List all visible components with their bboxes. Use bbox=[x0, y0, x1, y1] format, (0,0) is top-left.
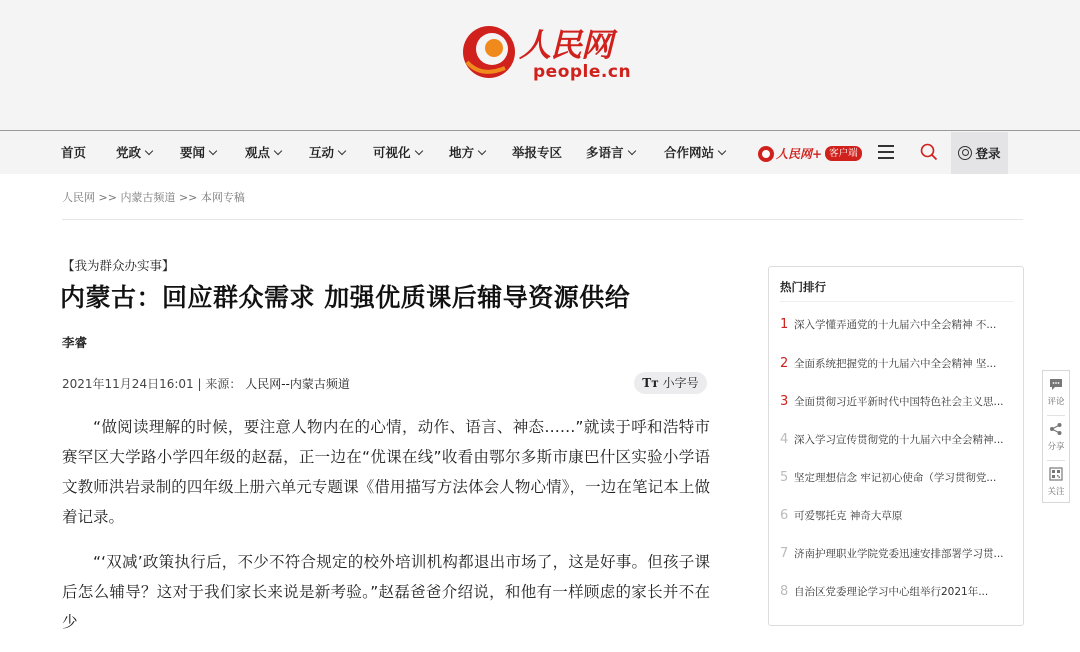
app-name: 人民网+ bbox=[776, 147, 823, 161]
nav-item-party[interactable]: 党政 bbox=[116, 131, 152, 174]
hot-rank: 3 bbox=[780, 393, 789, 409]
follow-label: 关注 bbox=[1047, 487, 1065, 497]
hot-text: 全面系统把握党的十九届六中全会精神 坚... bbox=[794, 357, 997, 370]
nav-item-partners[interactable]: 合作网站 bbox=[664, 131, 725, 174]
nav-item-home[interactable]: 首页 bbox=[61, 145, 87, 160]
app-logo-icon bbox=[758, 146, 774, 162]
hot-rank: 7 bbox=[780, 545, 789, 561]
hot-rank: 5 bbox=[780, 469, 789, 485]
hot-rank: 6 bbox=[780, 507, 789, 523]
follow-icon bbox=[1049, 467, 1063, 481]
app-tag: 客户端 bbox=[825, 146, 862, 161]
hot-rank: 1 bbox=[780, 316, 789, 332]
breadcrumb-separator: >> bbox=[178, 191, 198, 204]
nav-item-visual[interactable]: 可视化 bbox=[373, 131, 422, 174]
chevron-down-icon bbox=[209, 147, 217, 155]
main-nav bbox=[0, 130, 1080, 174]
chevron-down-icon bbox=[718, 147, 726, 155]
chevron-down-icon bbox=[338, 147, 346, 155]
font-size-label: 小字号 bbox=[662, 376, 699, 390]
search-icon[interactable] bbox=[920, 143, 938, 161]
chevron-down-icon bbox=[274, 147, 282, 155]
hot-text: 济南护理职业学院党委迅速安排部署学习贯... bbox=[794, 547, 1004, 560]
chevron-down-icon bbox=[627, 147, 635, 155]
hot-text: 自治区党委理论学习中心组举行2021年... bbox=[794, 585, 989, 598]
chevron-down-icon bbox=[414, 147, 422, 155]
hot-text: 全面贯彻习近平新时代中国特色社会主义思... bbox=[794, 395, 1004, 408]
breadcrumb-item[interactable]: 内蒙古频道 bbox=[120, 191, 176, 204]
login-label: 登录 bbox=[975, 146, 1001, 161]
hot-item[interactable] bbox=[780, 429, 1016, 449]
nav-item-report[interactable]: 举报专区 bbox=[512, 145, 563, 160]
user-icon bbox=[958, 146, 972, 160]
hot-item[interactable] bbox=[780, 353, 1016, 373]
hot-item[interactable] bbox=[780, 581, 1016, 601]
article-title: 内蒙古：回应群众需求 加强优质课后辅导资源供给 bbox=[60, 283, 631, 312]
site-header bbox=[0, 0, 1080, 130]
hot-ranking-panel bbox=[768, 266, 1024, 626]
hot-item[interactable] bbox=[780, 391, 1016, 411]
divider bbox=[780, 301, 1013, 302]
hot-item[interactable] bbox=[780, 543, 1016, 563]
share-label: 分享 bbox=[1047, 442, 1065, 452]
article-author: 李睿 bbox=[62, 335, 88, 350]
breadcrumb-item[interactable]: 本网专稿 bbox=[200, 191, 245, 204]
breadcrumb bbox=[62, 189, 245, 205]
article-source-link[interactable]: 人民网--内蒙古频道 bbox=[245, 377, 350, 391]
article-paragraph: “做阅读理解的时候，要注意人物内在的心情，动作、语言、神态……”就读于呼和浩特市赛罕区大学路小学四年级的赵磊，正一边在“优课在线”收看由鄂尔多斯市康巴什区实验小学语文教师洪岩录制的四年级上册六单元专题课《借用描写方法体会人物心情》，一边在笔记本上做着记录。 bbox=[62, 418, 710, 526]
app-download-link[interactable] bbox=[758, 145, 862, 162]
nav-item-language[interactable]: 多语言 bbox=[586, 131, 635, 174]
hot-ranking-title: 热门排行 bbox=[780, 280, 826, 294]
login-button[interactable] bbox=[951, 132, 1008, 174]
menu-icon[interactable] bbox=[878, 144, 894, 160]
share-button[interactable] bbox=[1043, 416, 1069, 460]
article-meta bbox=[62, 375, 350, 392]
comment-icon bbox=[1049, 377, 1063, 391]
comment-label: 评论 bbox=[1047, 397, 1065, 407]
hot-item[interactable] bbox=[780, 467, 1016, 487]
article-datetime: 2021年11月24日16:01 bbox=[62, 377, 194, 391]
hot-item[interactable] bbox=[780, 505, 1016, 525]
article-pretitle: 【我为群众办实事】 bbox=[62, 258, 175, 273]
hot-text: 深入学习宣传贯彻党的十九届六中全会精神... bbox=[794, 433, 1004, 446]
article-body bbox=[62, 412, 710, 652]
hot-item[interactable] bbox=[780, 314, 1016, 334]
article-source-prefix: | 来源： bbox=[197, 377, 242, 391]
hot-text: 深入学懂弄通党的十九届六中全会精神 不... bbox=[794, 318, 997, 331]
share-icon bbox=[1049, 422, 1063, 436]
chevron-down-icon bbox=[145, 147, 153, 155]
nav-item-local[interactable]: 地方 bbox=[449, 131, 485, 174]
breadcrumb-separator: >> bbox=[98, 191, 117, 204]
font-size-icon: Tт bbox=[642, 376, 659, 390]
hot-text: 可爱鄂托克 神奇大草原 bbox=[794, 509, 903, 522]
article-paragraph: “‘双减’政策执行后，不少不符合规定的校外培训机构都退出市场了，这是好事。但孩子课后怎么辅导？这对于我们家长来说是新考验。”赵磊爸爸介绍说，和他有一样顾虑的家长并不在少 bbox=[62, 553, 710, 631]
divider bbox=[62, 219, 1023, 220]
font-size-toggle[interactable] bbox=[634, 372, 707, 394]
side-toolbar bbox=[1042, 370, 1070, 503]
hot-rank: 8 bbox=[780, 583, 789, 599]
nav-item-opinion[interactable]: 观点 bbox=[245, 131, 281, 174]
nav-item-news[interactable]: 要闻 bbox=[180, 131, 216, 174]
nav-item-interact[interactable]: 互动 bbox=[309, 131, 345, 174]
logo-icon bbox=[461, 24, 517, 80]
hot-text: 坚定理想信念 牢记初心使命（学习贯彻党... bbox=[794, 471, 997, 484]
chevron-down-icon bbox=[478, 147, 486, 155]
comment-button[interactable] bbox=[1043, 371, 1069, 415]
logo-text-en: people.cn bbox=[533, 62, 632, 82]
breadcrumb-item[interactable]: 人民网 bbox=[62, 191, 95, 204]
hot-rank: 2 bbox=[780, 355, 789, 371]
site-logo[interactable] bbox=[461, 20, 631, 84]
logo-text-cn: 人民网 bbox=[519, 26, 613, 64]
hot-rank: 4 bbox=[780, 431, 789, 447]
follow-button[interactable] bbox=[1043, 461, 1069, 505]
